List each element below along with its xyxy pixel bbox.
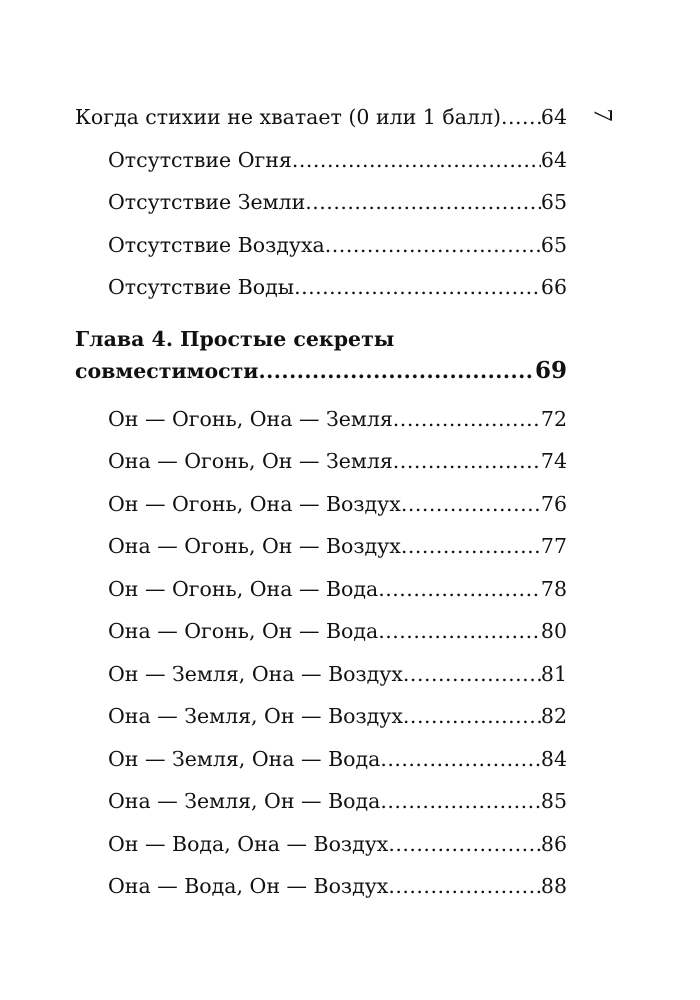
toc-entry-page: 78 — [540, 576, 567, 601]
toc-entry-page: 76 — [540, 491, 567, 516]
toc-entry-title: Она — Вода, Он — Воздух — [108, 874, 389, 898]
chapter-heading[interactable]: Глава 4. Простые секреты — [75, 326, 395, 351]
toc-entry-page: 81 — [540, 661, 567, 686]
toc-entry-title: Отсутствие Воздуха — [108, 232, 325, 257]
dot-leader — [380, 738, 541, 781]
dot-leader — [401, 483, 541, 526]
toc-entry-title: Она — Земля, Он — Воздух — [108, 704, 403, 728]
toc-entry[interactable] — [75, 653, 567, 696]
dot-leader — [403, 695, 541, 738]
toc-entry[interactable] — [75, 738, 567, 781]
toc-entry-title: Она — Огонь, Он — Вода — [108, 619, 379, 643]
toc-entry-title: Когда стихии не хватает (0 или 1 балл) — [75, 105, 501, 129]
chapter-page: 69 — [534, 356, 567, 384]
table-of-contents — [75, 96, 567, 908]
dot-leader — [403, 653, 541, 696]
toc-entry-title: Он — Огонь, Она — Воздух — [108, 491, 401, 516]
toc-entry-title: Она — Земля, Он — Вода — [108, 789, 381, 813]
toc-entry-page: 80 — [540, 619, 567, 643]
toc-entry-page: 84 — [540, 746, 567, 771]
toc-entry-page: 64 — [540, 147, 567, 172]
toc-entry-page: 86 — [540, 831, 567, 856]
toc-entry-page: 82 — [540, 704, 567, 728]
toc-entry[interactable] — [75, 695, 567, 738]
dot-leader — [388, 823, 541, 866]
toc-entry[interactable] — [75, 780, 567, 823]
toc-entry-page: 88 — [540, 874, 567, 898]
toc-entry[interactable] — [75, 440, 567, 483]
toc-entry[interactable] — [75, 96, 567, 139]
toc-entry-title: Отсутствие Земли — [108, 190, 306, 214]
toc-entry-title: Он — Вода, Она — Воздух — [108, 831, 389, 856]
toc-entry[interactable] — [75, 398, 567, 441]
toc-entry-title: Он — Земля, Она — Воздух — [108, 661, 403, 686]
toc-entry-title: Она — Огонь, Он — Воздух — [108, 534, 401, 558]
toc-entry-page: 64 — [540, 105, 567, 129]
toc-entry-title: Он — Огонь, Она — Земля — [108, 406, 393, 431]
toc-entry-title: Отсутствие Воды — [108, 275, 295, 299]
toc-entry-page: 72 — [540, 406, 567, 431]
chapter-heading-continued[interactable] — [75, 356, 567, 394]
toc-entry[interactable] — [75, 865, 567, 908]
toc-entry-page: 66 — [540, 275, 567, 299]
dot-leader — [378, 568, 541, 611]
toc-entry[interactable] — [75, 483, 567, 526]
dot-leader — [393, 440, 541, 483]
dot-leader — [292, 139, 541, 182]
toc-entry-page: 74 — [540, 449, 567, 473]
toc-entry[interactable] — [75, 266, 567, 309]
toc-entry[interactable] — [75, 139, 567, 182]
toc-entry[interactable] — [75, 525, 567, 568]
dot-leader — [401, 525, 541, 568]
toc-entry-page: 77 — [540, 534, 567, 558]
page-number: 7 — [588, 108, 618, 122]
toc-entry[interactable] — [75, 181, 567, 224]
dot-leader — [294, 266, 541, 309]
toc-entry[interactable] — [75, 568, 567, 611]
chapter-title: совместимости — [75, 358, 259, 383]
toc-entry-title: Он — Земля, Она — Вода — [108, 746, 381, 771]
dot-leader — [259, 356, 535, 386]
dot-leader — [388, 865, 541, 908]
dot-leader — [325, 224, 541, 267]
toc-entry-page: 65 — [540, 232, 567, 257]
dot-leader — [378, 610, 541, 653]
toc-entry-title: Отсутствие Огня — [108, 147, 292, 172]
dot-leader — [305, 181, 541, 224]
toc-entry-page: 65 — [540, 190, 567, 214]
toc-entry-title: Он — Огонь, Она — Вода — [108, 576, 379, 601]
toc-entry[interactable] — [75, 610, 567, 653]
toc-entry-page: 85 — [540, 789, 567, 813]
toc-entry[interactable] — [75, 224, 567, 267]
toc-entry-title: Она — Огонь, Он — Земля — [108, 449, 393, 473]
dot-leader — [380, 780, 541, 823]
dot-leader — [501, 96, 541, 139]
toc-entry[interactable] — [75, 823, 567, 866]
dot-leader — [393, 398, 541, 441]
